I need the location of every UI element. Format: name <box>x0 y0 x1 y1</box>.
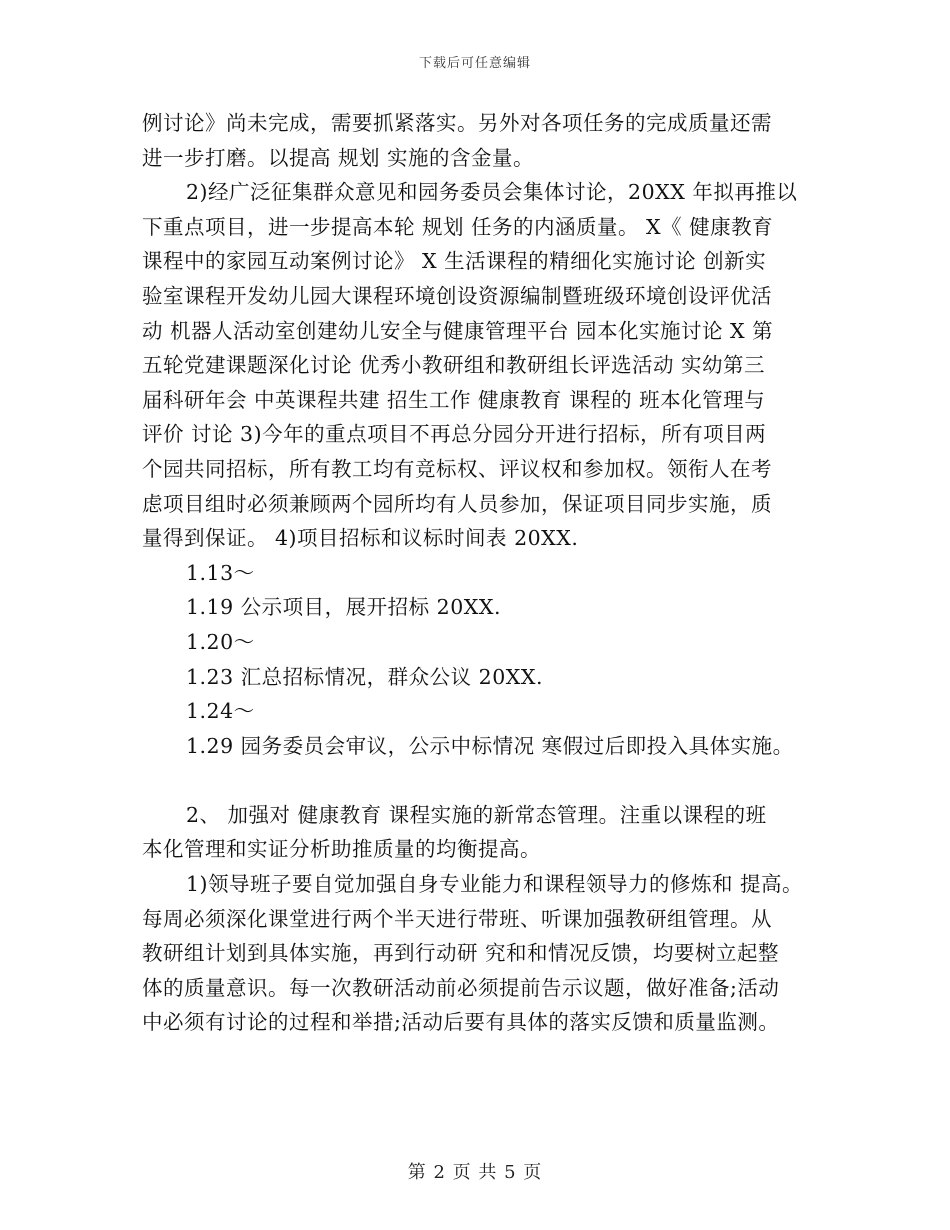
text-line: 虑项目组时必须兼顾两个园所均有人员参加，保证项目同步实施，质 <box>142 491 772 516</box>
text-line: 五轮党建课题深化讨论 优秀小教研组和教研组长评选活动 实幼第三 <box>142 353 766 378</box>
document-body <box>142 106 822 1040</box>
text-line: 例讨论》尚未完成，需要抓紧落实。另外对各项任务的完成质量还需 <box>142 111 772 135</box>
text-line: 1.20～ <box>186 629 255 654</box>
text-line: 量得到保证。 4)项目招标和议标时间表 20XX. <box>142 526 579 551</box>
text-line: 课程中的家园互动案例讨论》 X 生活课程的精细化实施讨论 创新实 <box>142 249 767 274</box>
page-header: 下载后可任意编辑 <box>418 56 531 71</box>
text-line: 中必须有讨论的过程和举措;活动后要有具体的落实反馈和质量监测。 <box>142 1010 780 1035</box>
text-line: 每周必须深化课堂进行两个半天进行带班、听课加强教研组管理。从 <box>142 906 772 931</box>
page-number: 第 2 页 共 5 页 <box>407 1162 543 1183</box>
text-line: 进一步打磨。以提高 规划 实施的含金量。 <box>142 145 535 170</box>
text-line: 1.29 园务委员会审议，公示中标情况 寒假过后即投入具体实施。 <box>186 733 794 758</box>
text-line: 1.24～ <box>186 699 255 724</box>
text-line: 下重点项目，进一步提高本轮 规划 任务的内涵质量。 X《 健康教育 <box>142 214 774 239</box>
paragraph-spacer <box>142 763 822 798</box>
text-line: 2)经广泛征集群众意见和园务委员会集体讨论，20XX 年拟再推以 <box>186 180 798 205</box>
text-line: 1.23 汇总招标情况，群众公议 20XX. <box>186 664 543 689</box>
text-line: 个园共同招标，所有教工均有竞标权、评议权和参加权。领衔人在考 <box>142 456 772 481</box>
text-line: 体的质量意识。每一次教研活动前必须提前告示议题，做好准备;活动 <box>142 975 780 1000</box>
text-line: 本化管理和实证分析助推质量的均衡提高。 <box>142 837 541 862</box>
text-line: 1.13～ <box>186 560 255 585</box>
text-line: 教研组计划到具体实施，再到行动研 究和和情况反馈，均要树立起整 <box>142 941 780 966</box>
text-line: 验室课程开发幼儿园大课程环境创设资源编制暨班级环境创设评优活 <box>142 283 772 308</box>
text-line: 评价 讨论 3)今年的重点项目不再总分园分开进行招标，所有项目两 <box>142 422 767 447</box>
text-line: 届科研年会 中英课程共建 招生工作 健康教育 课程的 班本化管理与 <box>142 387 766 412</box>
text-line: 1.19 公示项目，展开招标 20XX. <box>186 595 501 620</box>
text-line: 1)领导班子要自觉加强自身专业能力和课程领导力的修炼和 提高。 <box>186 872 804 897</box>
text-line: 动 机器人活动室创建幼儿安全与健康管理平台 园本化实施讨论 X 第 <box>142 318 774 343</box>
text-line: 2、 加强对 健康教育 课程实施的新常态管理。注重以课程的班 <box>186 802 767 827</box>
